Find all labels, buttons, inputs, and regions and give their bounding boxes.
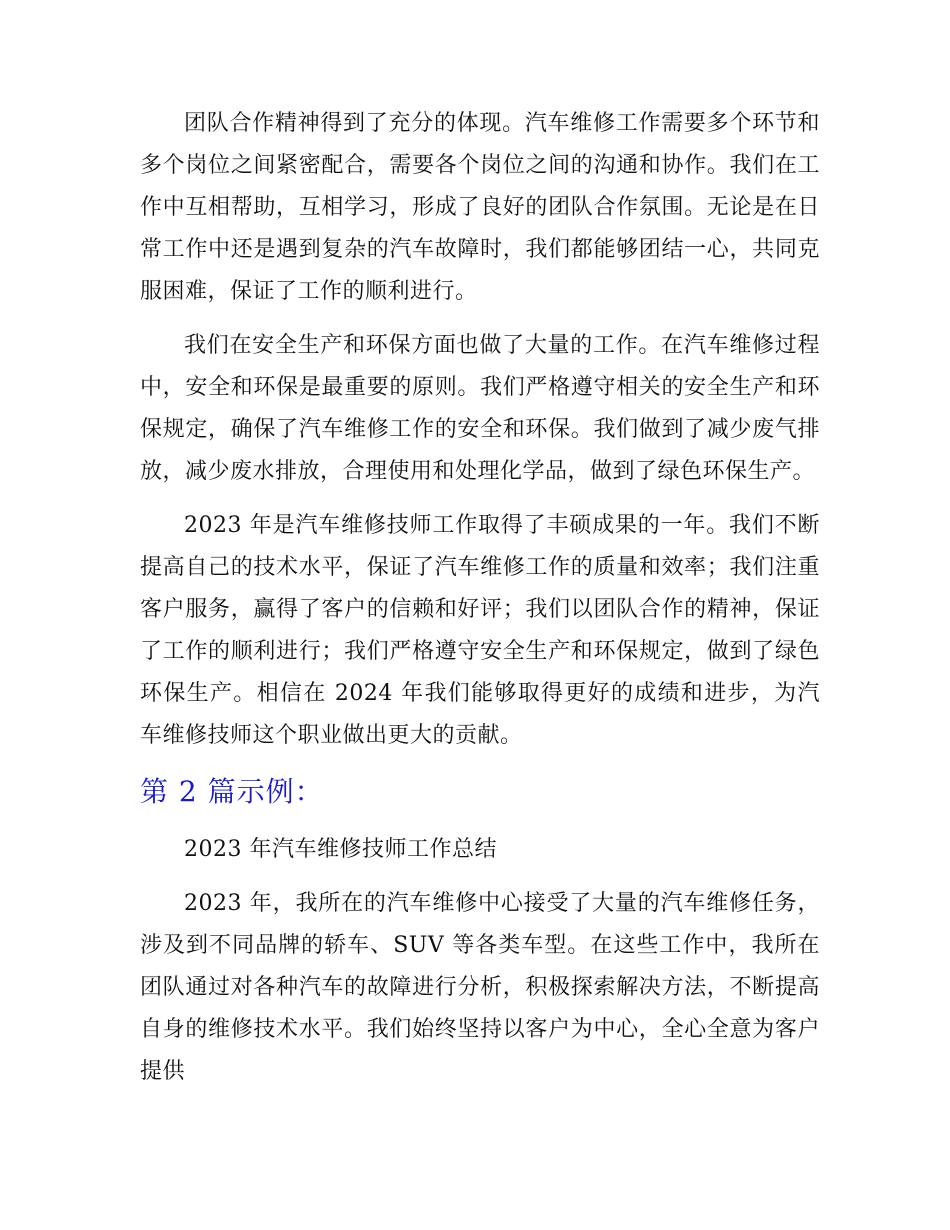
paragraph-workload: 2023 年，我所在的汽车维修中心接受了大量的汽车维修任务，涉及到不同品牌的轿车、SUV 等各类车型。在这些工作中，我所在团队通过对各种汽车的故障进行分析，积极探索解决方法，不断提高自身的维修技术水平。我们始终坚持以客户为中心，全心全意为客户提供: [140, 891, 820, 1084]
section-subtitle: 2023 年汽车维修技师工作总结: [184, 837, 497, 862]
document-body: [140, 103, 820, 1093]
paragraph-summary-2023: 2023 年是汽车维修技师工作取得了丰硕成果的一年。我们不断提高自己的技术水平，保证了汽车维修工作的质量和效率；我们注重客户服务，赢得了客户的信赖和好评；我们以团队合作的精神，保证了工作的顺利进行；我们严格遵守安全生产和环保规定，做到了绿色环保生产。相信在 2024 年我们能够取得更好的成绩和进步，为汽车维修技师这个职业做出更大的贡献。: [140, 513, 820, 748]
section-heading: 第 2 篇示例：: [140, 775, 324, 808]
paragraph-teamwork: 团队合作精神得到了充分的体现。汽车维修工作需要多个环节和多个岗位之间紧密配合，需要各个岗位之间的沟通和协作。我们在工作中互相帮助，互相学习，形成了良好的团队合作氛围。无论是在日常工作中还是遇到复杂的汽车故障时，我们都能够团结一心，共同克服困难，保证了工作的顺利进行。: [140, 111, 820, 304]
paragraph-safety-environment: 我们在安全生产和环保方面也做了大量的工作。在汽车维修过程中，安全和环保是最重要的原则。我们严格遵守相关的安全生产和环保规定，确保了汽车维修工作的安全和环保。我们做到了减少废气排放，减少废水排放，合理使用和处理化学品，做到了绿色环保生产。: [140, 333, 820, 484]
